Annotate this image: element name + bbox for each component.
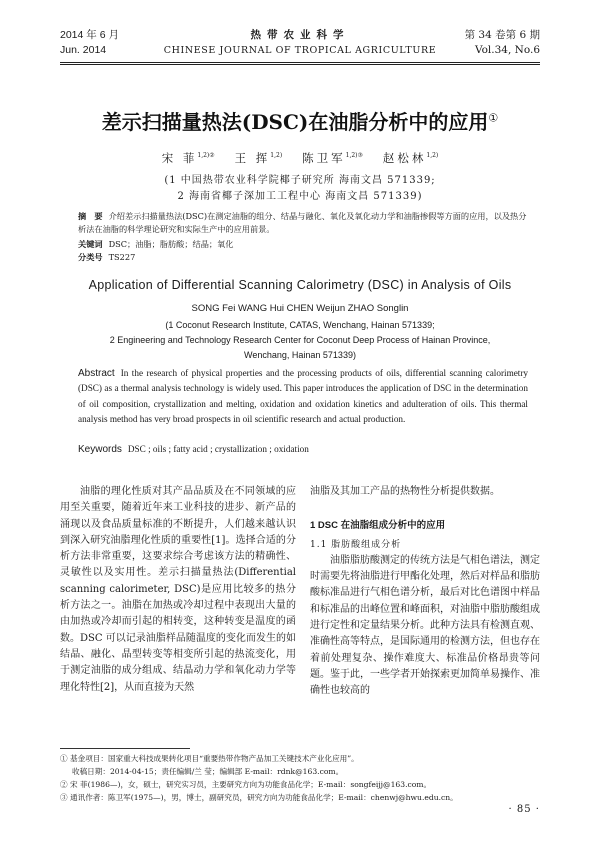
affiliation-cn-1: (1 中国热带农业科学院椰子研究所 海南文昌 571339;: [164, 175, 436, 186]
issue-date-en: Jun. 2014: [60, 44, 107, 56]
classification-label: 分类号: [78, 252, 103, 262]
keywords-cn-label: 关键词: [78, 239, 103, 249]
abstract-en: [78, 366, 528, 428]
author-affil-marker: 1,2)③: [345, 152, 363, 160]
journal-name: [140, 28, 460, 58]
volume-cn: 第 34 卷第 6 期: [464, 29, 540, 41]
author-name: 陈卫军: [302, 151, 346, 165]
author-affil-marker: 1,2): [270, 152, 283, 160]
body-column-right: [310, 484, 540, 700]
author-affil-marker: 1,2)②: [197, 152, 215, 160]
affiliation-en-1: (1 Coconut Research Institute, CATAS, Wenchang, Hainan 571339;: [165, 320, 435, 330]
volume-en: Vol.34, No.6: [474, 44, 540, 56]
header-right: [465, 28, 540, 58]
body-paragraph: 油脂的理化性质对其产品品质及在不同领域的应用至关重要，随着近年来工业科技的进步、新产品的涌现以及食品质量标准的不断提升，人们越来越认识到深入研究油脂理化性质的重要性[1]。选择合适的分析方法非常重要，这要求综合考虑该方法的精确性、灵敏性以及实用性。差示扫描量热法(Differential scanning calorimeter, DSC)是应用比较多的热分析方法之一。油脂在加热或冷却过程中表现出大量的由加热或冷却而引起的相转变，这种转变是温度的函数。DSC 可以记录油脂样品随温度的变化而发生的如结晶、融化、晶型转变等相变所引起的热流变化，用于测定油脂的成分组成、结晶动力学和氧化动力学等理化特性[2]，从而直接为天然: [60, 486, 296, 693]
paper-title-en: Application of Differential Scanning Calorimetry (DSC) in Analysis of Oils: [88, 278, 512, 292]
keywords-cn: [78, 238, 233, 251]
issue-date-cn: 2014 年 6 月: [60, 29, 119, 41]
abstract-cn: [78, 210, 528, 236]
header-left: [60, 28, 119, 58]
subsection-heading: 1.1 脂肪酸组成分析: [310, 539, 402, 550]
author-name: 赵松林: [382, 151, 427, 165]
body-paragraph-continued: 油脂及其加工产品的热物性分析提供数据。: [310, 486, 500, 497]
keywords-en-label: Keywords: [78, 444, 122, 455]
footnote-received: 收稿日期：2014-04-15；责任编辑/兰 莹；编辑部 E-mail：rdnk@163.com。: [72, 767, 344, 776]
affiliation-en-2: 2 Engineering and Technology Research Center for Coconut Deep Process of Hainan Province,: [109, 335, 491, 345]
classification-code: TS227: [108, 252, 136, 262]
paper-title-cn-text: 差示扫描量热法(DSC)在油脂分析中的应用: [101, 110, 489, 134]
abstract-cn-label: 摘 要: [78, 211, 103, 221]
footnote-funding: ① 基金项目：国家重大科技成果转化项目“重要热带作物产品加工关键技术产业化应用”。: [60, 754, 359, 763]
keywords-cn-text: DSC；油脂；脂肪酸；结晶；氧化: [108, 239, 234, 249]
author-list-cn: [60, 150, 540, 166]
affiliation-en: [60, 318, 540, 363]
journal-name-cn: 热带农业科学: [250, 29, 350, 41]
author-name: 王 挥: [234, 151, 271, 165]
classification-cn: [78, 251, 135, 264]
journal-name-en: CHINESE JOURNAL OF TROPICAL AGRICULTURE: [163, 45, 437, 56]
body-paragraph: 油脂脂肪酸测定的传统方法是气相色谱法，测定时需要先将油脂进行甲酯化处理，然后对样品和脂肪酸标准品进行气相色谱分析，最后对比色谱图中样品和标准品的出峰位置和峰面积，对油脂中脂肪酸组成进行定性和定量结果分析。此种方法具有检测直观、准确性高等特点，是国际通用的检测方法，但也存在着前处理复杂、操作难度大、标准品价格昂贵等问题。鉴于此，一些学者开始探索更加简单易操作、准确性也较高的: [310, 554, 540, 697]
keywords-en: [78, 444, 309, 455]
abstract-en-label: Abstract: [78, 368, 115, 379]
abstract-en-text: In the research of physical properties and the processing products of oils, differential scanning calorimetry (DSC) as a thermal analysis technology is widely used. This paper introduces the application of DSC in the determination of oil composition, crystallization and melting, oxidation and oxidation kinetics and adulteration of oils. This thermal analysis method has very broad prospects in oil scientific research and actual production.: [78, 368, 528, 425]
footnote-corresponding-author: ③ 通讯作者：陈卫军(1975—)，男，博士，副研究员，研究方向为功能食品化学；E-mail：chenwj@hwu.edu.cn。: [60, 793, 458, 802]
affiliation-cn-2: 2 海南省椰子深加工工程中心 海南文昌 571339): [177, 191, 423, 202]
footnote-first-author: ② 宋 菲(1986—)，女，硕士，研究实习员，主要研究方向为功能食品化学；E-mail：songfeijj@163.com。: [60, 780, 432, 789]
header-rule-secondary: [60, 64, 540, 65]
author-affil-marker: 1,2): [426, 152, 439, 160]
keywords-en-text: DSC ; oils ; fatty acid ; crystallization ; oxidation: [127, 444, 309, 454]
body-column-left: [60, 484, 296, 696]
section-heading: 1 DSC 在油脂组成分析中的应用: [310, 520, 446, 532]
footnotes: [60, 752, 540, 804]
header-rule: [60, 62, 540, 63]
paper-title-cn: [60, 106, 540, 135]
footnote-rule: [60, 748, 190, 749]
abstract-cn-text: 介绍差示扫描量热法(DSC)在测定油脂的组分、结晶与融化、氧化及氧化动力学和油脂掺假等方面的应用，以及热分析法在油脂的科学理论研究和实际生产中的应用前景。: [78, 211, 527, 234]
page-number: · 85 ·: [508, 804, 540, 815]
author-name: 宋 菲: [161, 151, 198, 165]
author-list-en: SONG Fei WANG Hui CHEN Weijun ZHAO Songlin: [191, 303, 409, 314]
affiliation-en-3: Wenchang, Hainan 571339): [244, 350, 356, 360]
title-footnote-marker: ①: [488, 111, 499, 125]
